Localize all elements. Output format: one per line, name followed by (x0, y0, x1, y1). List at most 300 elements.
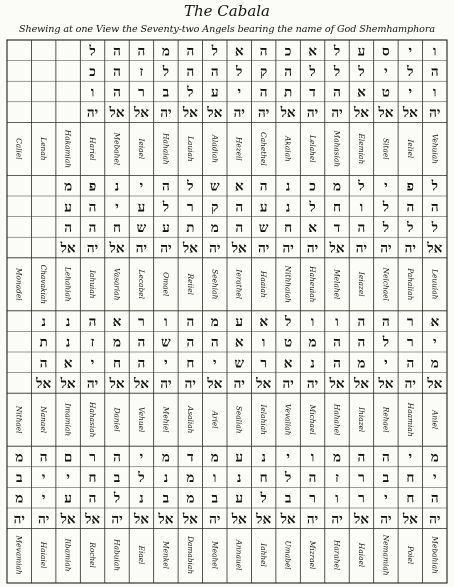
hebrew-letter: יה (331, 105, 343, 122)
hebrew-letter: יה (380, 240, 392, 257)
hebrew-letter: ה (382, 449, 390, 466)
angel-name: Vehuiah (430, 133, 440, 164)
angel-name: Nithael (14, 405, 24, 434)
angel-name: Chavakiah (39, 264, 49, 305)
angel-name: Mizrael (308, 540, 318, 570)
hebrew-letter: ה (210, 63, 219, 80)
hebrew-letter: ה (382, 314, 390, 331)
hebrew-letter: אל (109, 105, 125, 122)
hebrew-letter: נ (163, 470, 169, 487)
hebrew-letter: ר (358, 470, 365, 487)
hebrew-letter: י (408, 43, 413, 60)
hebrew-letter: ו (261, 334, 266, 351)
angel-name: Omael (161, 272, 171, 297)
angel-name: Ielahiah (259, 404, 269, 435)
angel-name: Hariel (88, 137, 98, 161)
hebrew-letter: י (164, 355, 168, 372)
hebrew-letter: ל (113, 490, 121, 507)
angel-name: Rochel (88, 542, 98, 568)
hebrew-letter: ל (382, 334, 390, 351)
hebrew-letter: אל (231, 240, 247, 257)
hebrew-letter: ש (209, 178, 220, 195)
hebrew-letter: י (213, 355, 217, 372)
hebrew-letter: כ (89, 63, 96, 80)
hebrew-letter: יה (282, 240, 294, 257)
hebrew-letter: אל (353, 105, 369, 122)
angel-name: Mehiel (161, 406, 171, 433)
angel-name: Sealiah (234, 405, 244, 434)
angel-name: Mevamiah (14, 535, 24, 575)
angel-name: Hezeil (234, 136, 244, 161)
hebrew-letter: אל (329, 240, 345, 257)
hebrew-letter: אל (182, 240, 198, 257)
hebrew-letter: מ (161, 43, 170, 60)
hebrew-letter: יה (404, 375, 416, 392)
hebrew-letter: א (112, 314, 122, 331)
page-subtitle: Shewing at one View the Seventy-two Angels bearing the name of God Shemhamphora (19, 24, 435, 35)
hebrew-letter: נ (41, 314, 46, 331)
angel-name: Ierathel (234, 269, 244, 300)
hebrew-letter: ב (113, 470, 121, 487)
hebrew-letter: אל (60, 375, 76, 392)
angel-name: Eiael (136, 545, 146, 565)
hebrew-letter: יה (258, 105, 270, 122)
hebrew-letter: אל (427, 240, 443, 257)
hebrew-letter: אל (280, 105, 296, 122)
hebrew-letter: א (283, 355, 293, 372)
hebrew-letter: א (234, 334, 244, 351)
angel-name: Sitael (381, 138, 391, 160)
hebrew-letter: א (430, 314, 440, 331)
angel-name: Ihiazel (356, 407, 366, 433)
hebrew-letter: נ (114, 178, 120, 195)
hebrew-letter: ב (162, 84, 170, 101)
hebrew-letter: יה (160, 105, 172, 122)
hebrew-letter: י (384, 490, 388, 507)
angel-name: Elemiah (356, 133, 366, 165)
hebrew-letter: ר (407, 334, 414, 351)
hebrew-letter: יה (404, 240, 416, 257)
angel-name: Akaiah (283, 136, 293, 162)
hebrew-letter: ו (335, 314, 339, 331)
hebrew-letter: מ (430, 355, 439, 372)
hebrew-letter: ר (407, 314, 414, 331)
hebrew-letter: י (41, 470, 46, 487)
hebrew-letter: ו (213, 470, 217, 487)
hebrew-letter: מ (64, 178, 73, 195)
hebrew-letter: אל (402, 105, 418, 122)
hebrew-letter: ע (137, 199, 146, 216)
hebrew-letter: אל (36, 375, 52, 392)
hebrew-letter: ה (113, 84, 121, 101)
hebrew-letter: ע (64, 490, 72, 507)
hebrew-letter: ר (187, 199, 194, 216)
hebrew-letter: ר (89, 449, 96, 466)
angel-name: Lelahel (308, 135, 318, 163)
hebrew-letter: יה (233, 105, 245, 122)
hebrew-letter: יה (331, 511, 343, 528)
hebrew-letter: ה (88, 314, 97, 331)
hebrew-letter: ה (235, 199, 244, 216)
hebrew-letter: מ (210, 314, 219, 331)
angel-name: Mebahiah (430, 536, 440, 574)
hebrew-letter: ל (162, 199, 170, 216)
hebrew-letter: אל (329, 375, 345, 392)
hebrew-letter: ז (335, 470, 339, 487)
hebrew-letter: ר (260, 355, 267, 372)
hebrew-letter: ו (433, 84, 437, 101)
angel-name: Hakamiah (63, 129, 73, 169)
hebrew-letter: יה (233, 375, 245, 392)
hebrew-letter: ה (259, 84, 268, 101)
hebrew-letter: אל (182, 105, 198, 122)
hebrew-letter: י (408, 84, 413, 101)
hebrew-letter: ל (431, 178, 438, 195)
hebrew-letter: ל (407, 219, 414, 236)
hebrew-letter: ה (357, 219, 366, 236)
hebrew-letter: ב (382, 470, 390, 487)
hebrew-letter: יה (160, 240, 172, 257)
angel-name: Lehahiah (63, 266, 73, 302)
hebrew-letter: ל (309, 199, 316, 216)
hebrew-letter: יה (13, 511, 25, 528)
hebrew-letter: ל (284, 314, 292, 331)
angel-name: Cahethel (259, 132, 269, 166)
hebrew-letter: ל (187, 84, 194, 101)
hebrew-letter: ה (430, 63, 439, 80)
hebrew-letter: ה (259, 43, 268, 60)
angel-name: Mebahel (112, 132, 122, 166)
hebrew-letter: א (234, 178, 244, 195)
hebrew-letter: יה (160, 375, 172, 392)
hebrew-letter: יה (306, 511, 319, 528)
hebrew-letter: ע (357, 43, 366, 60)
hebrew-letter: ה (137, 355, 146, 372)
angel-name: Nemamiah (381, 534, 391, 576)
hebrew-letter: מ (15, 490, 24, 507)
hebrew-letter: יה (86, 105, 99, 122)
hebrew-letter: ל (138, 470, 145, 487)
hebrew-letter: אל (133, 375, 149, 392)
hebrew-letter: א (308, 219, 317, 236)
hebrew-letter: ל (260, 490, 267, 507)
hebrew-letter: אל (402, 511, 418, 528)
angel-name: Nithhaiah (283, 265, 293, 303)
angel-name: Ieliel (405, 139, 415, 159)
hebrew-letter: מ (161, 449, 170, 466)
hebrew-letter: ה (235, 219, 244, 236)
hebrew-letter: יה (282, 375, 294, 392)
hebrew-letter: אל (182, 511, 198, 528)
hebrew-letter: ה (308, 470, 317, 487)
hebrew-letter: אל (133, 511, 149, 528)
hebrew-letter: יה (38, 511, 50, 528)
hebrew-letter: נ (237, 470, 242, 487)
angel-name: Menkel (161, 541, 171, 570)
hebrew-letter: י (433, 470, 437, 487)
hebrew-letter: י (286, 449, 290, 466)
angel-name: Mahasiah (332, 130, 342, 168)
hebrew-letter: אל (378, 105, 394, 122)
hebrew-letter: ל (333, 43, 341, 60)
hebrew-letter: י (237, 84, 241, 101)
hebrew-letter: אל (280, 511, 296, 528)
hebrew-letter: יה (380, 511, 392, 528)
hebrew-letter: ר (358, 490, 365, 507)
hebrew-letter: ה (186, 334, 195, 351)
angel-name: Aladiah (210, 134, 220, 164)
hebrew-letter: ה (113, 449, 121, 466)
angel-name: Iibamiah (63, 538, 73, 572)
hebrew-letter: ה (39, 355, 48, 372)
hebrew-letter: ה (137, 43, 146, 60)
hebrew-letter: נ (285, 178, 291, 195)
angel-name: Ieiael (136, 138, 146, 160)
hebrew-letter: ח (113, 219, 121, 236)
hebrew-letter: א (234, 43, 244, 60)
angel-name: Haamiah (405, 402, 415, 437)
angel-name: Melahel (332, 269, 342, 300)
angel-name: Vehuel (136, 407, 146, 433)
hebrew-letter: ה (430, 199, 439, 216)
hebrew-letter: ב (162, 490, 170, 507)
hebrew-letter: יה (429, 105, 441, 122)
hebrew-letter: י (384, 355, 388, 372)
hebrew-letter: ע (162, 219, 170, 236)
angel-name: Habuiah (112, 539, 122, 572)
hebrew-letter: מ (357, 355, 366, 372)
angel-name: Seehiah (210, 269, 220, 300)
hebrew-letter: ח (259, 470, 268, 487)
angel-name: Daniel (112, 407, 122, 432)
angel-name: Nelchael (381, 267, 391, 301)
hebrew-letter: ק (211, 199, 219, 216)
hebrew-letter: אל (133, 105, 149, 122)
hebrew-letter: מ (186, 470, 195, 487)
hebrew-letter: ל (309, 63, 316, 80)
hebrew-letter: ה (186, 314, 195, 331)
angel-name: Caliel (14, 138, 24, 160)
hebrew-letter: אל (158, 511, 174, 528)
page-title: The Cabala (183, 2, 270, 20)
hebrew-letter: אל (85, 511, 101, 528)
hebrew-letter: ח (88, 470, 97, 487)
hebrew-letter: אל (231, 511, 247, 528)
hebrew-letter: פ (88, 178, 97, 195)
hebrew-letter: ש (161, 334, 171, 351)
hebrew-letter: מ (332, 449, 342, 466)
hebrew-letter: נ (139, 490, 144, 507)
hebrew-letter: יה (111, 511, 123, 528)
hebrew-letter: ה (186, 63, 195, 80)
hebrew-letter: מ (210, 219, 219, 236)
angel-name: Hahaiah (161, 133, 171, 165)
hebrew-letter: נ (310, 355, 315, 372)
hebrew-letter: אל (427, 375, 443, 392)
hebrew-letter: אל (60, 511, 76, 528)
hebrew-letter: נ (261, 449, 266, 466)
hebrew-letter: ש (234, 355, 245, 372)
hebrew-letter: אל (256, 511, 272, 528)
angel-name: Leuuiah (430, 269, 440, 300)
hebrew-letter: יה (258, 240, 270, 257)
hebrew-letter: ה (113, 43, 121, 60)
hebrew-letter: ו (359, 199, 364, 216)
hebrew-letter: ה (39, 449, 48, 466)
hebrew-letter: ה (210, 334, 219, 351)
angel-name: Annauel (234, 539, 244, 571)
hebrew-letter: ב (15, 470, 23, 487)
hebrew-letter: אל (378, 375, 394, 392)
hebrew-letter: ח (406, 470, 415, 487)
hebrew-letter: ה (333, 334, 341, 351)
angel-name: Nanael (39, 406, 49, 434)
hebrew-letter: י (384, 178, 388, 195)
hebrew-letter: מ (186, 490, 195, 507)
hebrew-letter: כ (309, 178, 316, 195)
hebrew-letter: ו (164, 314, 168, 331)
hebrew-letter: ה (357, 334, 366, 351)
hebrew-letter: אל (207, 375, 223, 392)
angel-name: Pahaliah (405, 268, 415, 301)
angel-name: Poiel (405, 545, 415, 565)
angel-name: Rehael (381, 406, 391, 433)
angel-name: Aniel (430, 410, 440, 430)
hebrew-letter: ו (90, 84, 95, 101)
hebrew-letter: ה (88, 219, 97, 236)
angel-name: Haiaiel (39, 541, 49, 569)
hebrew-letter: נ (285, 199, 291, 216)
hebrew-letter: ד (309, 84, 316, 101)
hebrew-letter: ה (162, 178, 170, 195)
hebrew-letter: כ (284, 43, 292, 60)
hebrew-letter: י (139, 449, 144, 466)
hebrew-letter: מ (112, 334, 122, 351)
hebrew-letter: אל (207, 105, 223, 122)
hebrew-letter: ע (210, 84, 219, 101)
hebrew-letter: ח (186, 355, 195, 372)
angel-name: Hahasiah (88, 402, 98, 438)
hebrew-letter: יה (209, 240, 221, 257)
angel-name: Hahahel (332, 403, 342, 436)
angel-name: Vevaliah (283, 403, 293, 436)
angel-name: Iahhel (259, 543, 269, 567)
hebrew-letter: ל (187, 178, 194, 195)
hebrew-letter: ו (310, 449, 315, 466)
angel-name: Meahel (210, 541, 220, 570)
hebrew-letter: ל (407, 63, 414, 80)
hebrew-letter: אל (353, 375, 369, 392)
hebrew-letter: אל (353, 511, 369, 528)
hebrew-letter: יה (209, 511, 221, 528)
angel-name: Ieiazel (356, 271, 366, 297)
hebrew-letter: ז (90, 334, 95, 351)
hebrew-letter: אל (256, 375, 272, 392)
angel-name: Michael (308, 404, 318, 435)
hebrew-letter: ל (89, 43, 96, 60)
hebrew-letter: ט (284, 334, 293, 351)
angel-name: Haiael (356, 542, 366, 568)
hebrew-letter: מ (15, 449, 24, 466)
hebrew-letter: מ (210, 449, 219, 466)
hebrew-letter: י (384, 63, 388, 80)
hebrew-letter: ע (235, 449, 244, 466)
hebrew-letter: ר (138, 84, 145, 101)
angel-name: Vasariah (112, 268, 122, 301)
hebrew-letter: ם (63, 449, 73, 466)
hebrew-letter: יה (86, 240, 99, 257)
hebrew-letter: א (63, 355, 73, 372)
hebrew-letter: ח (284, 219, 293, 236)
hebrew-letter: יה (355, 240, 368, 257)
hebrew-letter: ל (358, 178, 365, 195)
hebrew-letter: א (357, 84, 366, 101)
hebrew-letter: ת (186, 219, 195, 236)
angel-name: Umabel (283, 540, 293, 570)
hebrew-letter: אל (60, 240, 76, 257)
hebrew-letter: י (90, 355, 95, 372)
hebrew-letter: ה (186, 43, 195, 60)
hebrew-letter: ע (64, 199, 72, 216)
hebrew-letter: ח (333, 199, 341, 216)
angel-name: Asaliah (185, 405, 195, 434)
angel-name: Reiiel (185, 273, 195, 296)
hebrew-letter: ע (235, 490, 244, 507)
hebrew-letter: ח (406, 490, 415, 507)
hebrew-letter: ה (406, 355, 415, 372)
angel-name: Haaiah (259, 270, 269, 298)
hebrew-letter: ס (382, 43, 390, 60)
hebrew-letter: ל (431, 219, 438, 236)
hebrew-letter: ה (357, 314, 366, 331)
hebrew-letter: מ (332, 178, 342, 195)
hebrew-letter: ו (335, 490, 339, 507)
hebrew-letter: פ (406, 178, 415, 195)
hebrew-letter: ד (187, 449, 194, 466)
hebrew-letter: ל (382, 219, 390, 236)
hebrew-letter: ה (113, 63, 121, 80)
hebrew-letter: אל (109, 240, 125, 257)
hebrew-letter: ר (309, 490, 316, 507)
hebrew-letter: יה (184, 375, 196, 392)
hebrew-letter: ב (284, 490, 292, 507)
hebrew-letter: יה (135, 240, 148, 257)
hebrew-letter: ל (358, 63, 365, 80)
hebrew-letter: אל (109, 375, 125, 392)
angel-name: Iahuiah (88, 270, 98, 299)
hebrew-letter: ל (211, 43, 218, 60)
hebrew-letter: יה (306, 240, 319, 257)
angel-name: Damabiah (185, 536, 195, 575)
angel-name: Monadel (14, 267, 24, 301)
hebrew-letter: ק (260, 63, 268, 80)
hebrew-letter: ה (430, 490, 439, 507)
hebrew-letter: ז (139, 63, 144, 80)
angel-name: Imamiah (63, 403, 73, 437)
hebrew-letter: מ (308, 334, 317, 351)
hebrew-letter: ה (333, 84, 341, 101)
hebrew-letter: מ (430, 449, 439, 466)
hebrew-letter: נ (65, 334, 71, 351)
hebrew-letter: ה (137, 334, 146, 351)
hebrew-letter: ל (162, 63, 170, 80)
hebrew-letter: ו (310, 314, 315, 331)
hebrew-letter: ט (381, 84, 390, 101)
hebrew-letter: א (259, 314, 269, 331)
hebrew-letter: י (408, 449, 413, 466)
hebrew-letter: ה (333, 355, 341, 372)
hebrew-letter: ש (258, 219, 269, 236)
